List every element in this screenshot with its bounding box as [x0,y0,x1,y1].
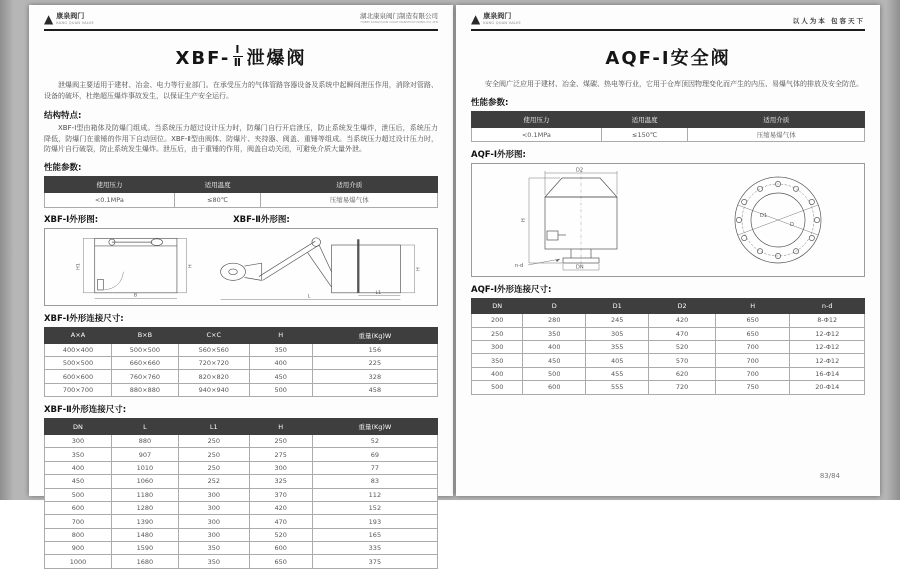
table-cell: 400×400 [45,343,112,356]
table-row [45,343,438,356]
column-header: H [249,419,312,435]
table-cell: 760×760 [111,370,178,383]
table-cell: 650 [249,555,312,568]
table-header-row [45,419,438,435]
table-cell: 555 [586,381,649,394]
table-cell: 112 [312,488,437,501]
column-header: L1 [178,419,249,435]
dim-label-h: H [521,218,527,223]
dim-label-nd: n-d [515,263,524,270]
dim-label-dn: DN [576,264,584,271]
column-header: B×B [111,327,178,343]
table-cell: 720×720 [178,356,249,369]
column-header: 重量(Kg)W [312,419,437,435]
column-header: D1 [586,299,649,314]
table-cell: 600×600 [45,370,112,383]
table-cell: 83 [312,475,437,488]
aqf-dimensions-table [471,298,865,394]
table-cell: 350 [178,555,249,568]
table-cell: 325 [249,475,312,488]
table-cell: 1000 [45,555,112,568]
table-cell: 370 [249,488,312,501]
table-cell: 250 [472,327,523,340]
table-row [45,542,438,555]
table-cell: 300 [178,488,249,501]
column-header: 重量(Kg)W [312,327,437,343]
diagram2-heading: XBF-Ⅱ外形图: [233,214,290,225]
title-fraction [233,44,243,69]
table-cell: 280 [523,314,586,327]
column-header: D2 [649,299,716,314]
intro-paragraph: 泄爆阀主要适用于建材、冶金、电力等行业部门。在承受压力的气体管路容器设备及系统中起瞬间泄压作用，消除对管路、设备的破坏，杜绝超压爆炸事故发生，以保证生产安全运行。 [44,81,438,101]
params-heading-left: 性能参数: [44,163,82,174]
table-cell: 250 [178,448,249,461]
table-cell: 12-Φ12 [790,354,865,367]
table-cell: 355 [586,341,649,354]
table-cell: 1010 [111,461,178,474]
page-left [29,5,453,566]
table-header-row [472,111,865,127]
table-cell: 520 [649,341,716,354]
table-cell: 405 [586,354,649,367]
table-cell: 压缩易爆气体 [688,127,865,141]
column-header: H [249,327,312,343]
table-row [472,127,865,141]
table-row [45,193,438,207]
mountain-logo-icon: ▲ [44,11,54,26]
company-name: 湖北康泉阀门制造有限公司 [360,12,438,21]
table-cell: 1060 [111,475,178,488]
table-cell: 300 [249,461,312,474]
table-cell: 500 [523,367,586,380]
dim-label-h: H [188,263,194,268]
table-row [472,354,865,367]
table-cell: 1680 [111,555,178,568]
table-cell: 250 [249,435,312,448]
table-cell: 500 [45,488,112,501]
table-cell: 250 [178,461,249,474]
title-prefix: XBF- [175,47,231,69]
table-cell: 470 [249,515,312,528]
column-header: 适用介质 [688,111,865,127]
diagram1-heading: XBF-Ⅰ外形图: [44,214,99,225]
table-cell: 350 [249,343,312,356]
table-cell: 1180 [111,488,178,501]
table-cell: <0.1MPa [45,193,175,207]
column-header: L [111,419,178,435]
table-cell: 300 [178,501,249,514]
column-header: D [523,299,586,314]
table-cell: 275 [249,448,312,461]
table-row [45,383,438,396]
page-number: 83/84 [819,472,840,480]
table-cell: 156 [312,343,437,356]
table-header-row [45,327,438,343]
table-cell: 450 [249,370,312,383]
xbf1-dimensions-table [44,327,438,398]
dim-label-h1: H1 [76,262,82,270]
params-heading-right: 性能参数: [471,97,509,108]
table-cell: 375 [312,555,437,568]
table-cell: 165 [312,528,437,541]
table-cell: 570 [649,354,716,367]
features-paragraph: XBF-Ⅰ型由箱体及防爆门组成。当系统压力超过设计压力时，防爆门自行开启泄压，防止系统发生爆炸，泄压后，系统压力降低，防爆门在重锤的作用下自动回位。XBF-Ⅱ型由阀体、防爆片、夹持器、阀盖、重锤等组成。当系统压力超过设计压力时，防爆片自行破裂，防止系统发生爆炸。泄压后，由于重锤的作用，阀盖自动关闭，可避免介质大量外泄。 [44,123,438,154]
table-cell: 500×500 [45,356,112,369]
table-header-row [45,177,438,193]
table-cell: 700 [45,515,112,528]
table-cell: 800 [45,528,112,541]
table-cell: 335 [312,542,437,555]
table-cell: 1390 [111,515,178,528]
table-row [472,367,865,380]
page-title-right: AQF-Ⅰ安全阀 [605,47,731,69]
table-cell: 300 [45,435,112,448]
table-cell: 200 [472,314,523,327]
table-cell: 450 [45,475,112,488]
page-left-header [44,13,438,31]
table-cell: 600 [45,501,112,514]
table-cell: 720 [649,381,716,394]
table-row [45,356,438,369]
xbf1-outline-drawing [45,232,212,302]
dim-label-l: L [307,294,311,300]
page-right-header [471,13,865,31]
table-cell: 245 [586,314,649,327]
params-table-right [471,111,865,142]
brand-name: 康泉阀门 [56,12,85,20]
table-cell: 400 [472,367,523,380]
table-cell: 520 [249,528,312,541]
outline-drawings-box [44,228,438,306]
table-cell: 400 [249,356,312,369]
table-cell: 650 [715,314,790,327]
table-cell: 420 [249,501,312,514]
table-row [45,555,438,568]
table-row [472,381,865,394]
table-cell: <0.1MPa [472,127,602,141]
aqf-flange-top-view-drawing [722,167,834,273]
aqf-diagram-heading: AQF-Ⅰ外形图: [471,150,526,161]
dims2-heading: XBF-Ⅱ外形连接尺寸: [44,405,127,416]
table-cell: 350 [178,542,249,555]
table-cell: 1480 [111,528,178,541]
column-header: n-d [790,299,865,314]
table-header-row [472,299,865,314]
xbf2-dimensions-table [44,418,438,569]
column-header: DN [45,419,112,435]
column-header: A×A [45,327,112,343]
table-cell: 500×500 [111,343,178,356]
table-cell: 600 [249,542,312,555]
table-cell: 52 [312,435,437,448]
dim-label-d: D [790,222,794,229]
dim-label-b: B [133,293,138,299]
table-cell: 300 [178,528,249,541]
table-row [45,528,438,541]
table-cell: 328 [312,370,437,383]
table-cell: 907 [111,448,178,461]
column-header: 适用温度 [174,177,261,193]
intro-paragraph: 安全阀广泛应用于建材、冶金、煤碳、热电等行业，它用于仓库顶因物理变化而产生的内压、易爆气体的排放及安全防范。 [485,79,863,88]
column-header: 使用压力 [45,177,175,193]
dim-label-d2: D2 [576,167,584,174]
table-cell: 450 [523,354,586,367]
table-cell: 880×880 [111,383,178,396]
company-name-block [360,13,438,24]
table-row [472,327,865,340]
dim-label-l1: L1 [375,290,382,296]
page-right [456,5,880,496]
table-cell: 69 [312,448,437,461]
table-row [45,475,438,488]
table-cell: 152 [312,501,437,514]
table-cell: 620 [649,367,716,380]
table-cell: 900 [45,542,112,555]
brand-name: 康泉阀门 [483,12,512,20]
table-cell: 420 [649,314,716,327]
table-row [45,501,438,514]
table-cell: 193 [312,515,437,528]
table-cell: 1590 [111,542,178,555]
table-cell: 350 [45,448,112,461]
table-cell: 650 [715,327,790,340]
table-cell: 350 [472,354,523,367]
brand-name-en: KANG QUAN VALVE [483,20,521,25]
title-suffix: 泄爆阀 [246,47,307,69]
column-header: 适用介质 [261,177,438,193]
table-cell: 225 [312,356,437,369]
table-cell: 20-Φ14 [790,381,865,394]
table-cell: 12-Φ12 [790,327,865,340]
table-cell: 252 [178,475,249,488]
aqf-side-view-drawing [502,167,662,273]
brand-logo [471,13,521,25]
table-row [45,488,438,501]
table-row [45,370,438,383]
table-cell: 660×660 [111,356,178,369]
slogan-text: 以人为本 包容天下 [792,16,865,25]
table-cell: 700 [715,367,790,380]
table-row [45,435,438,448]
xbf2-outline-drawing [212,232,437,302]
table-cell: ≤80℃ [174,193,261,207]
table-cell: 560×560 [178,343,249,356]
table-row [45,448,438,461]
table-cell: ≤150℃ [601,127,688,141]
table-cell: 250 [178,435,249,448]
column-header: 使用压力 [472,111,602,127]
table-cell: 400 [523,341,586,354]
brand-logo [44,13,94,25]
brand-name-en: KANG QUAN VALVE [56,20,94,25]
table-cell: 470 [649,327,716,340]
mountain-logo-icon: ▲ [471,11,481,26]
table-cell: 12-Φ12 [790,341,865,354]
table-cell: 820×820 [178,370,249,383]
column-header: 适用温度 [601,111,688,127]
table-row [472,314,865,327]
table-cell: 压缩易爆气体 [261,193,438,207]
table-cell: 750 [715,381,790,394]
dim-label-h: H [416,266,422,271]
table-cell: 455 [586,367,649,380]
table-cell: 500 [472,381,523,394]
table-row [45,461,438,474]
table-cell: 1280 [111,501,178,514]
table-cell: 458 [312,383,437,396]
table-cell: 300 [178,515,249,528]
table-cell: 305 [586,327,649,340]
column-header: DN [472,299,523,314]
company-name-en: HUBEI KANGQUAN VALVE MANUFACTURING CO.,LTD [360,20,438,25]
dim-label-d1: D1 [760,213,768,220]
aqf-outline-drawing-box [471,163,865,277]
table-cell: 400 [45,461,112,474]
table-cell: 500 [249,383,312,396]
column-header: H [715,299,790,314]
table-cell: 940×940 [178,383,249,396]
aqf-dims-heading: AQF-Ⅰ外形连接尺寸: [471,285,552,296]
params-table-left [44,176,438,207]
table-cell: 700 [715,341,790,354]
table-cell: 77 [312,461,437,474]
table-cell: 16-Φ14 [790,367,865,380]
table-cell: 880 [111,435,178,448]
column-header: C×C [178,327,249,343]
fraction-denominator: Ⅱ [233,56,244,70]
table-row [45,515,438,528]
table-cell: 600 [523,381,586,394]
page-title-left [44,44,438,72]
table-row [472,341,865,354]
table-cell: 8-Φ12 [790,314,865,327]
table-cell: 350 [523,327,586,340]
features-heading: 结构特点: [44,110,82,121]
dims1-heading: XBF-Ⅰ外形连接尺寸: [44,313,124,324]
fraction-numerator: Ⅰ [235,43,242,57]
table-cell: 300 [472,341,523,354]
diagram-headings [44,213,438,225]
table-cell: 700×700 [45,383,112,396]
table-cell: 700 [715,354,790,367]
